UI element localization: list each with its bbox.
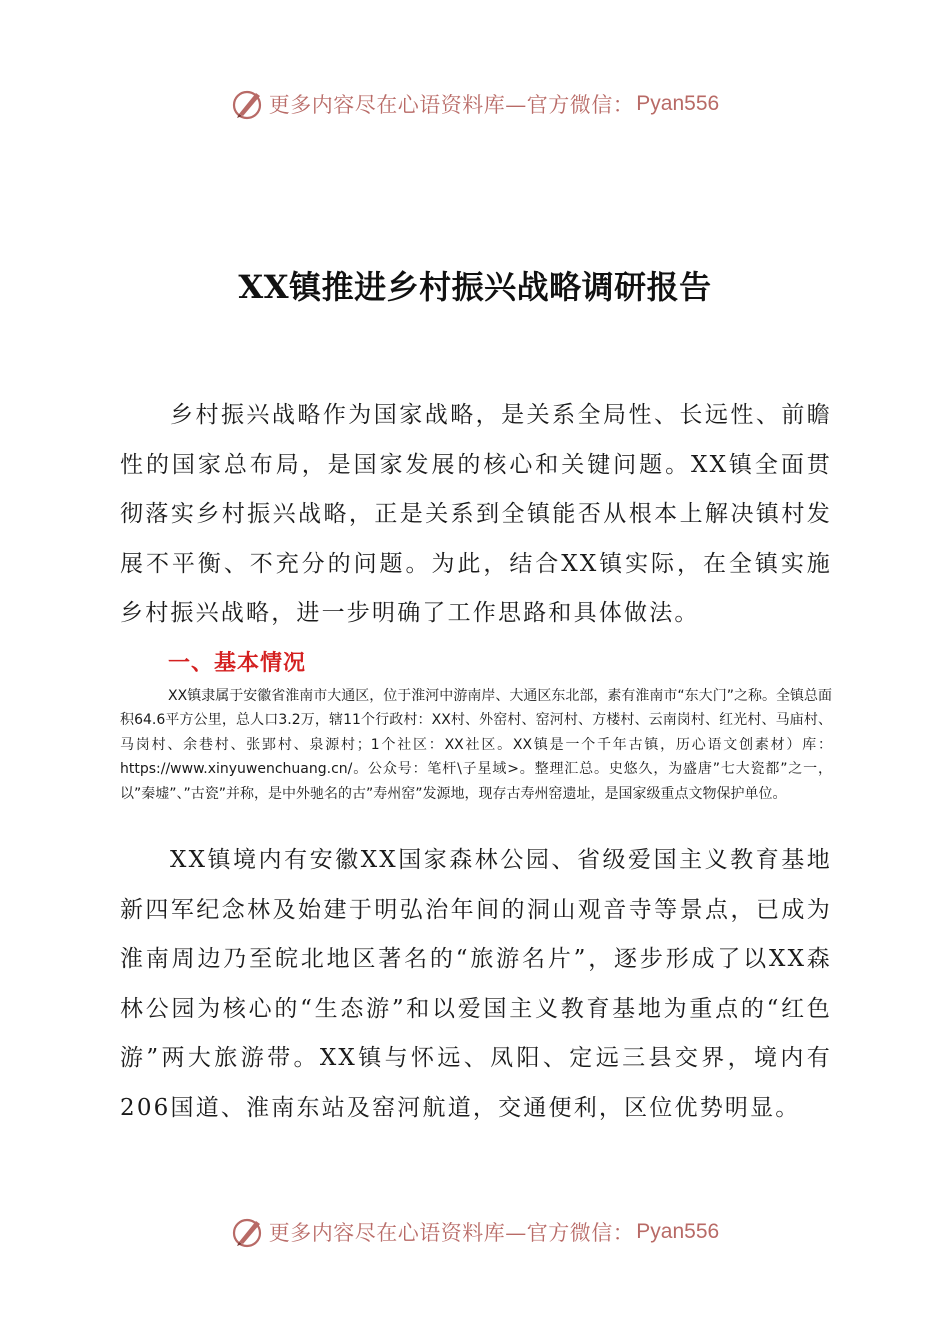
document-title: XX镇推进乡村振兴战略调研报告 [238,268,712,306]
header-watermark-banner [0,84,950,124]
section-heading-basic-info: 一、基本情况 [168,651,307,676]
banner-brand-text: 更多内容尽在心语资料库—官方微信： [268,93,635,117]
pen-logo-icon [231,87,265,121]
section-paragraph-tourism: XX镇境内有安徽XX国家森林公园、省级爱国主义教育基地新四军纪念林及始建于明弘治年间的洞山观音寺等景点，已成为淮南周边乃至皖北地区著名的“旅游名片”，逐步形成了以XX森林公园为核心的“生态游”和以爱国主义教育基地为重点的“红色游”两大旅游带。XX镇与怀远、凤阳、定远三县交界，境内有206国道、淮南东站及窑河航道，交通便利，区位优势明显。 [120,847,832,1121]
banner-brand-text: 更多内容尽在心语资料库—官方微信： [268,1221,635,1245]
banner-wechat-id: Pyan556 [636,92,720,115]
intro-paragraph: 乡村振兴战略作为国家战略，是关系全局性、长远性、前瞻性的国家总布局，是国家发展的核心和关键问题。XX镇全面贯彻落实乡村振兴战略，正是关系到全镇能否从根本上解决镇村发展不平衡、不充分的问题。为此，结合XX镇实际，在全镇实施乡村振兴战略，进一步明确了工作思路和具体做法。 [120,402,832,626]
footer-watermark-banner [0,1212,950,1252]
section-small-paragraph: XX镇隶属于安徽省淮南市大通区，位于淮河中游南岸、大通区东北部，素有淮南市“东大门”之称。全镇总面积64.6平方公里，总人口3.2万，辖11个行政村：XX村、外窑村、窑河村、方楼村、云南岗村、红光村、马庙村、马岗村、余巷村、张郢村、泉源村；1个社区：XX社区。XX镇是一个千年古镇，历心语文创素材）库：https://www.xinyuwenchuang.cn/。公众号：笔杆\子星域>。整理汇总。史悠久，为盛唐”七大瓷都”之一，以”秦墟”、”古瓷”并称，是中外驰名的古”寿州窑”发源地，现存古寿州窑遗址，是国家级重点文物保护单位。 [120,688,832,802]
banner-wechat-id: Pyan556 [636,1220,720,1243]
pen-logo-icon [231,1215,265,1249]
